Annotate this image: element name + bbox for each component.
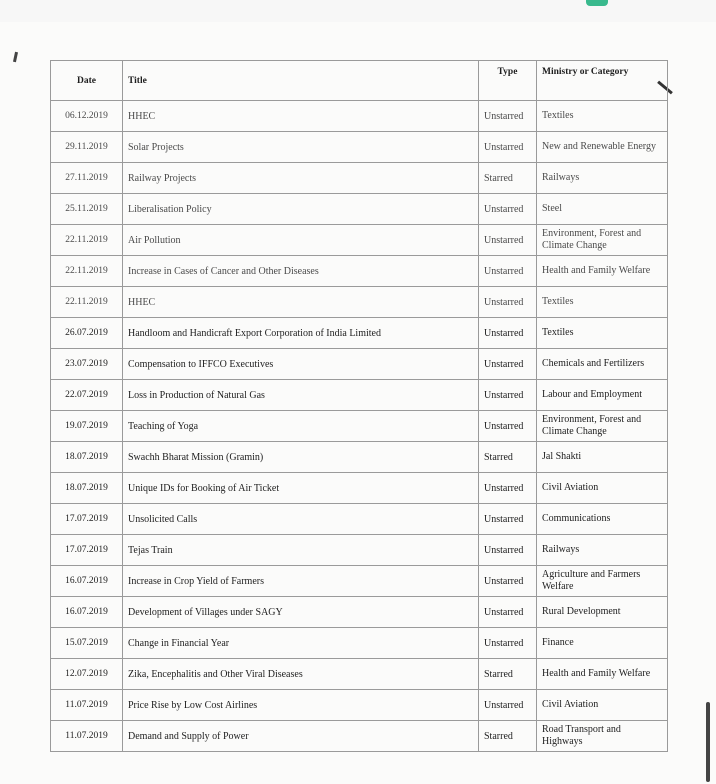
table-row — [51, 318, 668, 349]
cell-date: 22.11.2019 — [51, 287, 123, 318]
cell-title: Teaching of Yoga — [123, 411, 479, 442]
cell-title: HHEC — [123, 101, 479, 132]
cell-date: 12.07.2019 — [51, 659, 123, 690]
cell-title: Increase in Cases of Cancer and Other Diseases — [123, 256, 479, 287]
cell-ministry: Steel — [537, 194, 668, 225]
table-row — [51, 132, 668, 163]
cell-title: Unique IDs for Booking of Air Ticket — [123, 473, 479, 504]
cell-date: 16.07.2019 — [51, 597, 123, 628]
cell-type: Unstarred — [479, 256, 537, 287]
cell-ministry: Chemicals and Fertilizers — [537, 349, 668, 380]
cell-ministry: Health and Family Welfare — [537, 659, 668, 690]
cell-date: 22.11.2019 — [51, 225, 123, 256]
cell-date: 22.11.2019 — [51, 256, 123, 287]
cell-ministry: Textiles — [537, 101, 668, 132]
fold-mark — [13, 52, 18, 62]
cell-type: Unstarred — [479, 504, 537, 535]
table-row — [51, 101, 668, 132]
table-row — [51, 287, 668, 318]
cell-title: Tejas Train — [123, 535, 479, 566]
cell-date: 16.07.2019 — [51, 566, 123, 597]
cell-title: Unsolicited Calls — [123, 504, 479, 535]
cell-ministry: Textiles — [537, 318, 668, 349]
cell-title: Air Pollution — [123, 225, 479, 256]
cell-ministry: Agriculture and Farmers Welfare — [537, 566, 668, 597]
cell-title: Price Rise by Low Cost Airlines — [123, 690, 479, 721]
cell-title: Handloom and Handicraft Export Corporation of India Limited — [123, 318, 479, 349]
cell-title: Railway Projects — [123, 163, 479, 194]
cell-ministry: Finance — [537, 628, 668, 659]
cell-type: Unstarred — [479, 349, 537, 380]
cell-type: Unstarred — [479, 318, 537, 349]
cell-title: Zika, Encephalitis and Other Viral Diseases — [123, 659, 479, 690]
cell-type: Unstarred — [479, 411, 537, 442]
cell-title: Liberalisation Policy — [123, 194, 479, 225]
cell-title: Solar Projects — [123, 132, 479, 163]
cell-ministry: Environment, Forest and Climate Change — [537, 225, 668, 256]
cell-type: Starred — [479, 659, 537, 690]
cell-title: Increase in Crop Yield of Farmers — [123, 566, 479, 597]
table-row — [51, 442, 668, 473]
cell-ministry: Environment, Forest and Climate Change — [537, 411, 668, 442]
cell-type: Unstarred — [479, 628, 537, 659]
cell-type: Unstarred — [479, 194, 537, 225]
table-row — [51, 566, 668, 597]
cell-title: Demand and Supply of Power — [123, 721, 479, 752]
table-row — [51, 659, 668, 690]
cell-type: Unstarred — [479, 473, 537, 504]
cell-date: 11.07.2019 — [51, 721, 123, 752]
scroll-indicator — [706, 702, 710, 782]
cell-date: 17.07.2019 — [51, 535, 123, 566]
header-title: Title — [123, 61, 479, 101]
table-header-row — [51, 61, 668, 101]
cell-type: Unstarred — [479, 287, 537, 318]
cell-ministry: Jal Shakti — [537, 442, 668, 473]
table-row — [51, 535, 668, 566]
cell-type: Unstarred — [479, 380, 537, 411]
cell-type: Unstarred — [479, 566, 537, 597]
table-row — [51, 504, 668, 535]
table-row — [51, 628, 668, 659]
table-row — [51, 256, 668, 287]
cell-ministry: Railways — [537, 535, 668, 566]
cell-ministry: Civil Aviation — [537, 473, 668, 504]
cell-date: 22.07.2019 — [51, 380, 123, 411]
table-row — [51, 225, 668, 256]
cell-date: 18.07.2019 — [51, 473, 123, 504]
top-status-bar — [0, 0, 716, 22]
table-row — [51, 690, 668, 721]
cell-type: Unstarred — [479, 690, 537, 721]
cell-date: 17.07.2019 — [51, 504, 123, 535]
cell-ministry: Civil Aviation — [537, 690, 668, 721]
cell-ministry: Labour and Employment — [537, 380, 668, 411]
cell-ministry: Communications — [537, 504, 668, 535]
cell-ministry: Railways — [537, 163, 668, 194]
status-indicator — [586, 0, 608, 6]
header-ministry: Ministry or Category — [537, 61, 668, 101]
table-row — [51, 721, 668, 752]
cell-date: 11.07.2019 — [51, 690, 123, 721]
cell-ministry: Health and Family Welfare — [537, 256, 668, 287]
questions-table — [50, 60, 668, 752]
table-row — [51, 597, 668, 628]
cell-type: Unstarred — [479, 225, 537, 256]
table-row — [51, 349, 668, 380]
header-date: Date — [51, 61, 123, 101]
cell-date: 25.11.2019 — [51, 194, 123, 225]
cell-title: Swachh Bharat Mission (Gramin) — [123, 442, 479, 473]
cell-type: Starred — [479, 442, 537, 473]
table-row — [51, 411, 668, 442]
cell-date: 15.07.2019 — [51, 628, 123, 659]
table-row — [51, 163, 668, 194]
cell-ministry: Textiles — [537, 287, 668, 318]
cell-date: 29.11.2019 — [51, 132, 123, 163]
cell-title: Development of Villages under SAGY — [123, 597, 479, 628]
cell-date: 06.12.2019 — [51, 101, 123, 132]
cell-title: Change in Financial Year — [123, 628, 479, 659]
cell-type: Unstarred — [479, 597, 537, 628]
cell-date: 26.07.2019 — [51, 318, 123, 349]
document-page — [0, 22, 716, 784]
table-row — [51, 473, 668, 504]
cell-ministry: New and Renewable Energy — [537, 132, 668, 163]
table-row — [51, 194, 668, 225]
cell-date: 23.07.2019 — [51, 349, 123, 380]
cell-ministry: Rural Development — [537, 597, 668, 628]
cell-type: Starred — [479, 163, 537, 194]
cell-date: 19.07.2019 — [51, 411, 123, 442]
cell-type: Unstarred — [479, 535, 537, 566]
cell-type: Unstarred — [479, 132, 537, 163]
cell-date: 18.07.2019 — [51, 442, 123, 473]
cell-title: HHEC — [123, 287, 479, 318]
cell-type: Starred — [479, 721, 537, 752]
cell-date: 27.11.2019 — [51, 163, 123, 194]
cell-ministry: Road Transport and Highways — [537, 721, 668, 752]
header-type: Type — [479, 61, 537, 101]
cell-title: Compensation to IFFCO Executives — [123, 349, 479, 380]
cell-title: Loss in Production of Natural Gas — [123, 380, 479, 411]
cell-type: Unstarred — [479, 101, 537, 132]
table-row — [51, 380, 668, 411]
